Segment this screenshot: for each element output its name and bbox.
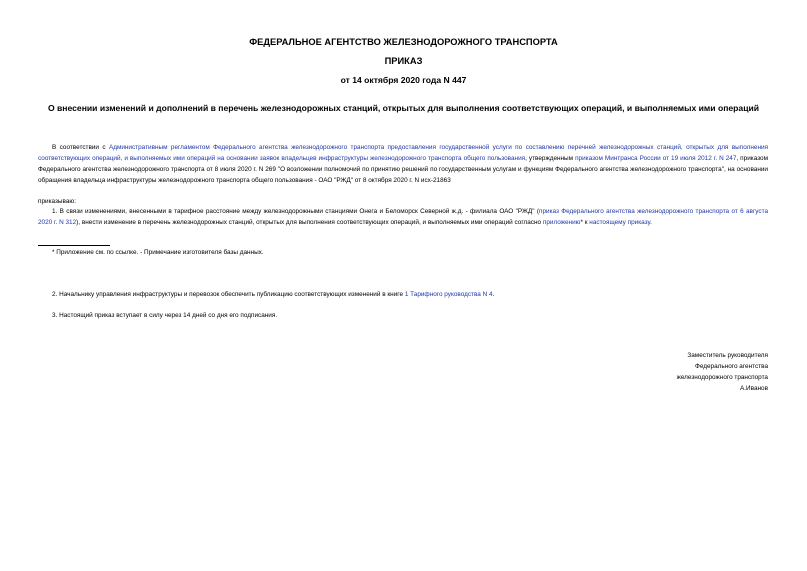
document-title: О внесении изменений и дополнений в перечень железнодорожных станций, открытых для выполнения соответствующих операций, и выполняемых ими операций (47, 103, 760, 113)
order-item-1 (38, 206, 768, 228)
item1-text-4: . (650, 219, 652, 226)
footnote-divider (38, 245, 110, 246)
signatory-position-2: Федерального агентства (694, 363, 768, 370)
intro-text-2: , утвержденным (525, 155, 576, 162)
intro-text-1: В соответствии с (52, 144, 109, 151)
signatory-name: А.Иванов (740, 385, 768, 392)
item3-text: 3. Настоящий приказ вступает в силу через 14 дней со дня его подписания. (52, 312, 278, 319)
footnote: * Приложение см. по ссылке. - Примечание изготовителя базы данных. (52, 249, 264, 256)
document-date-number: от 14 октября 2020 года N 447 (340, 75, 467, 85)
item2-text-2: . (492, 291, 495, 298)
tariff-guide-link[interactable]: 1 Тарифного руководства N 4 (404, 291, 493, 298)
document-type: ПРИКАЗ (384, 56, 423, 66)
signatory-position-3: железнодорожного транспорта (676, 374, 768, 381)
item1-text-1: 1. В связи изменениями, внесенными в тарифное расстояние между железнодорожными станциями Онега и Беломорск Северной ж.д. - филиала ОАО "РЖД" ( (52, 208, 539, 215)
signatory-position-1: Заместитель руководителя (687, 352, 768, 359)
item2-text-1: 2. Начальнику управления инфраструктуры и перевозок обеспечить публикацию соответствующих изменений в книге (52, 291, 405, 298)
regulation-link[interactable]: Административным регламентом Федерального агентства железнодорожного транспорта предоставления государственной услуги по составлению перечней железнодорожных станций, открытых для выполнения соответствующих операций, и выполняемых ими операций на основании заявок владельцев инфраструктуры железнодорожного транспорта общего пользования (38, 144, 768, 162)
this-order-link[interactable]: настоящему приказу (589, 219, 651, 226)
order-item-2 (38, 289, 768, 300)
appendix-link[interactable]: приложению (542, 219, 581, 226)
intro-text-3: , приказом Федерального агентства железнодорожного транспорта от 8 июля 2020 г. N 269 "О возложении полномочий по принятию решений по государственным услугам и функциям Федерального агентства железнодорожного транспорта", на основании обращения владельца инфраструктуры железнодорожного транспорта общего пользования - ОАО "РЖД" от 8 октября 2020 г. N исх-21863 (38, 155, 768, 184)
agency-name: ФЕДЕРАЛЬНОЕ АГЕНТСТВО ЖЕЛЕЗНОДОРОЖНОГО ТРАНСПОРТА (249, 37, 558, 47)
item1-text-2: ), внести изменение в перечень железнодорожных станций, открытых для выполнения соответствующих операций, и выполняемых ими операций согласно (76, 219, 543, 226)
item1-text-3: * к (580, 219, 590, 226)
intro-paragraph (38, 142, 768, 186)
order-312-link[interactable]: приказ Федерального агентства железнодорожного транспорта от 6 августа 2020 г. N 312 (38, 208, 768, 226)
order-item-3 (38, 310, 768, 321)
signature-block (677, 350, 768, 394)
orders-label: приказываю: (38, 198, 76, 205)
mintrans-order-link[interactable]: приказом Минтранса России от 19 июля 2012 г. N 247 (575, 155, 737, 162)
